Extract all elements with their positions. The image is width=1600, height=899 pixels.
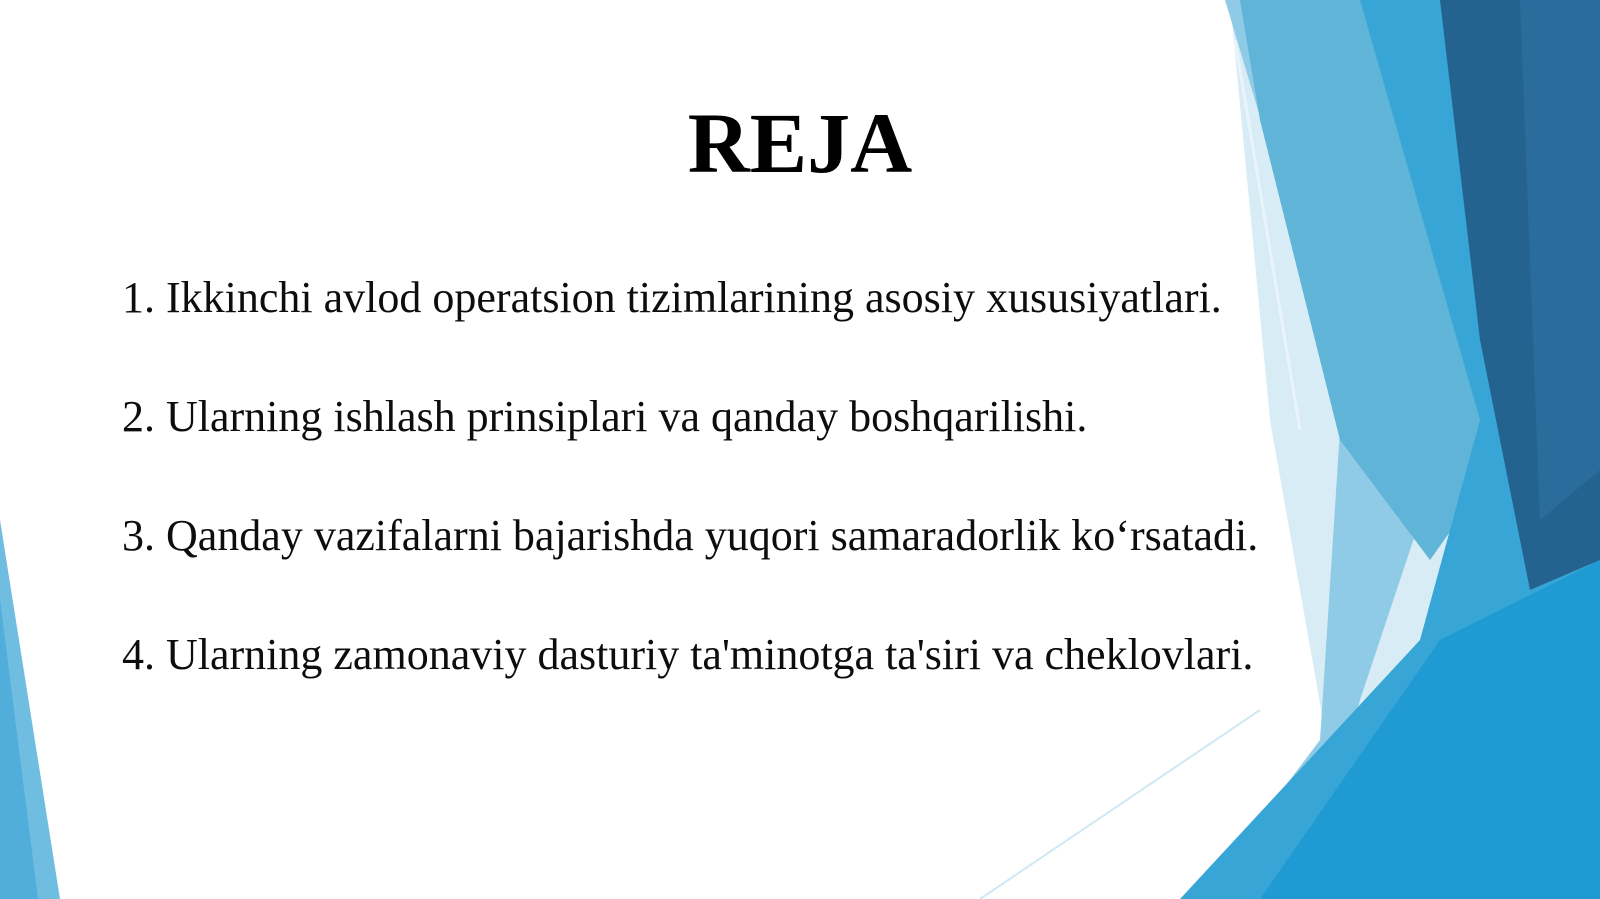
plan-item: 1. Ikkinchi avlod operatsion tizimlarining asosiy xususiyatlari. <box>122 273 1222 322</box>
plan-item: 2. Ularning ishlash prinsiplari va qanday boshqarilishi. <box>122 392 1088 441</box>
plan-list <box>122 268 1372 744</box>
plan-item: 4. Ularning zamonaviy dasturiy ta'minotga ta'siri va cheklovlari. <box>122 630 1254 679</box>
slide-title: REJA <box>687 95 913 191</box>
plan-item: 3. Qanday vazifalarni bajarishda yuqori samaradorlik ko‘rsatadi. <box>122 511 1259 560</box>
